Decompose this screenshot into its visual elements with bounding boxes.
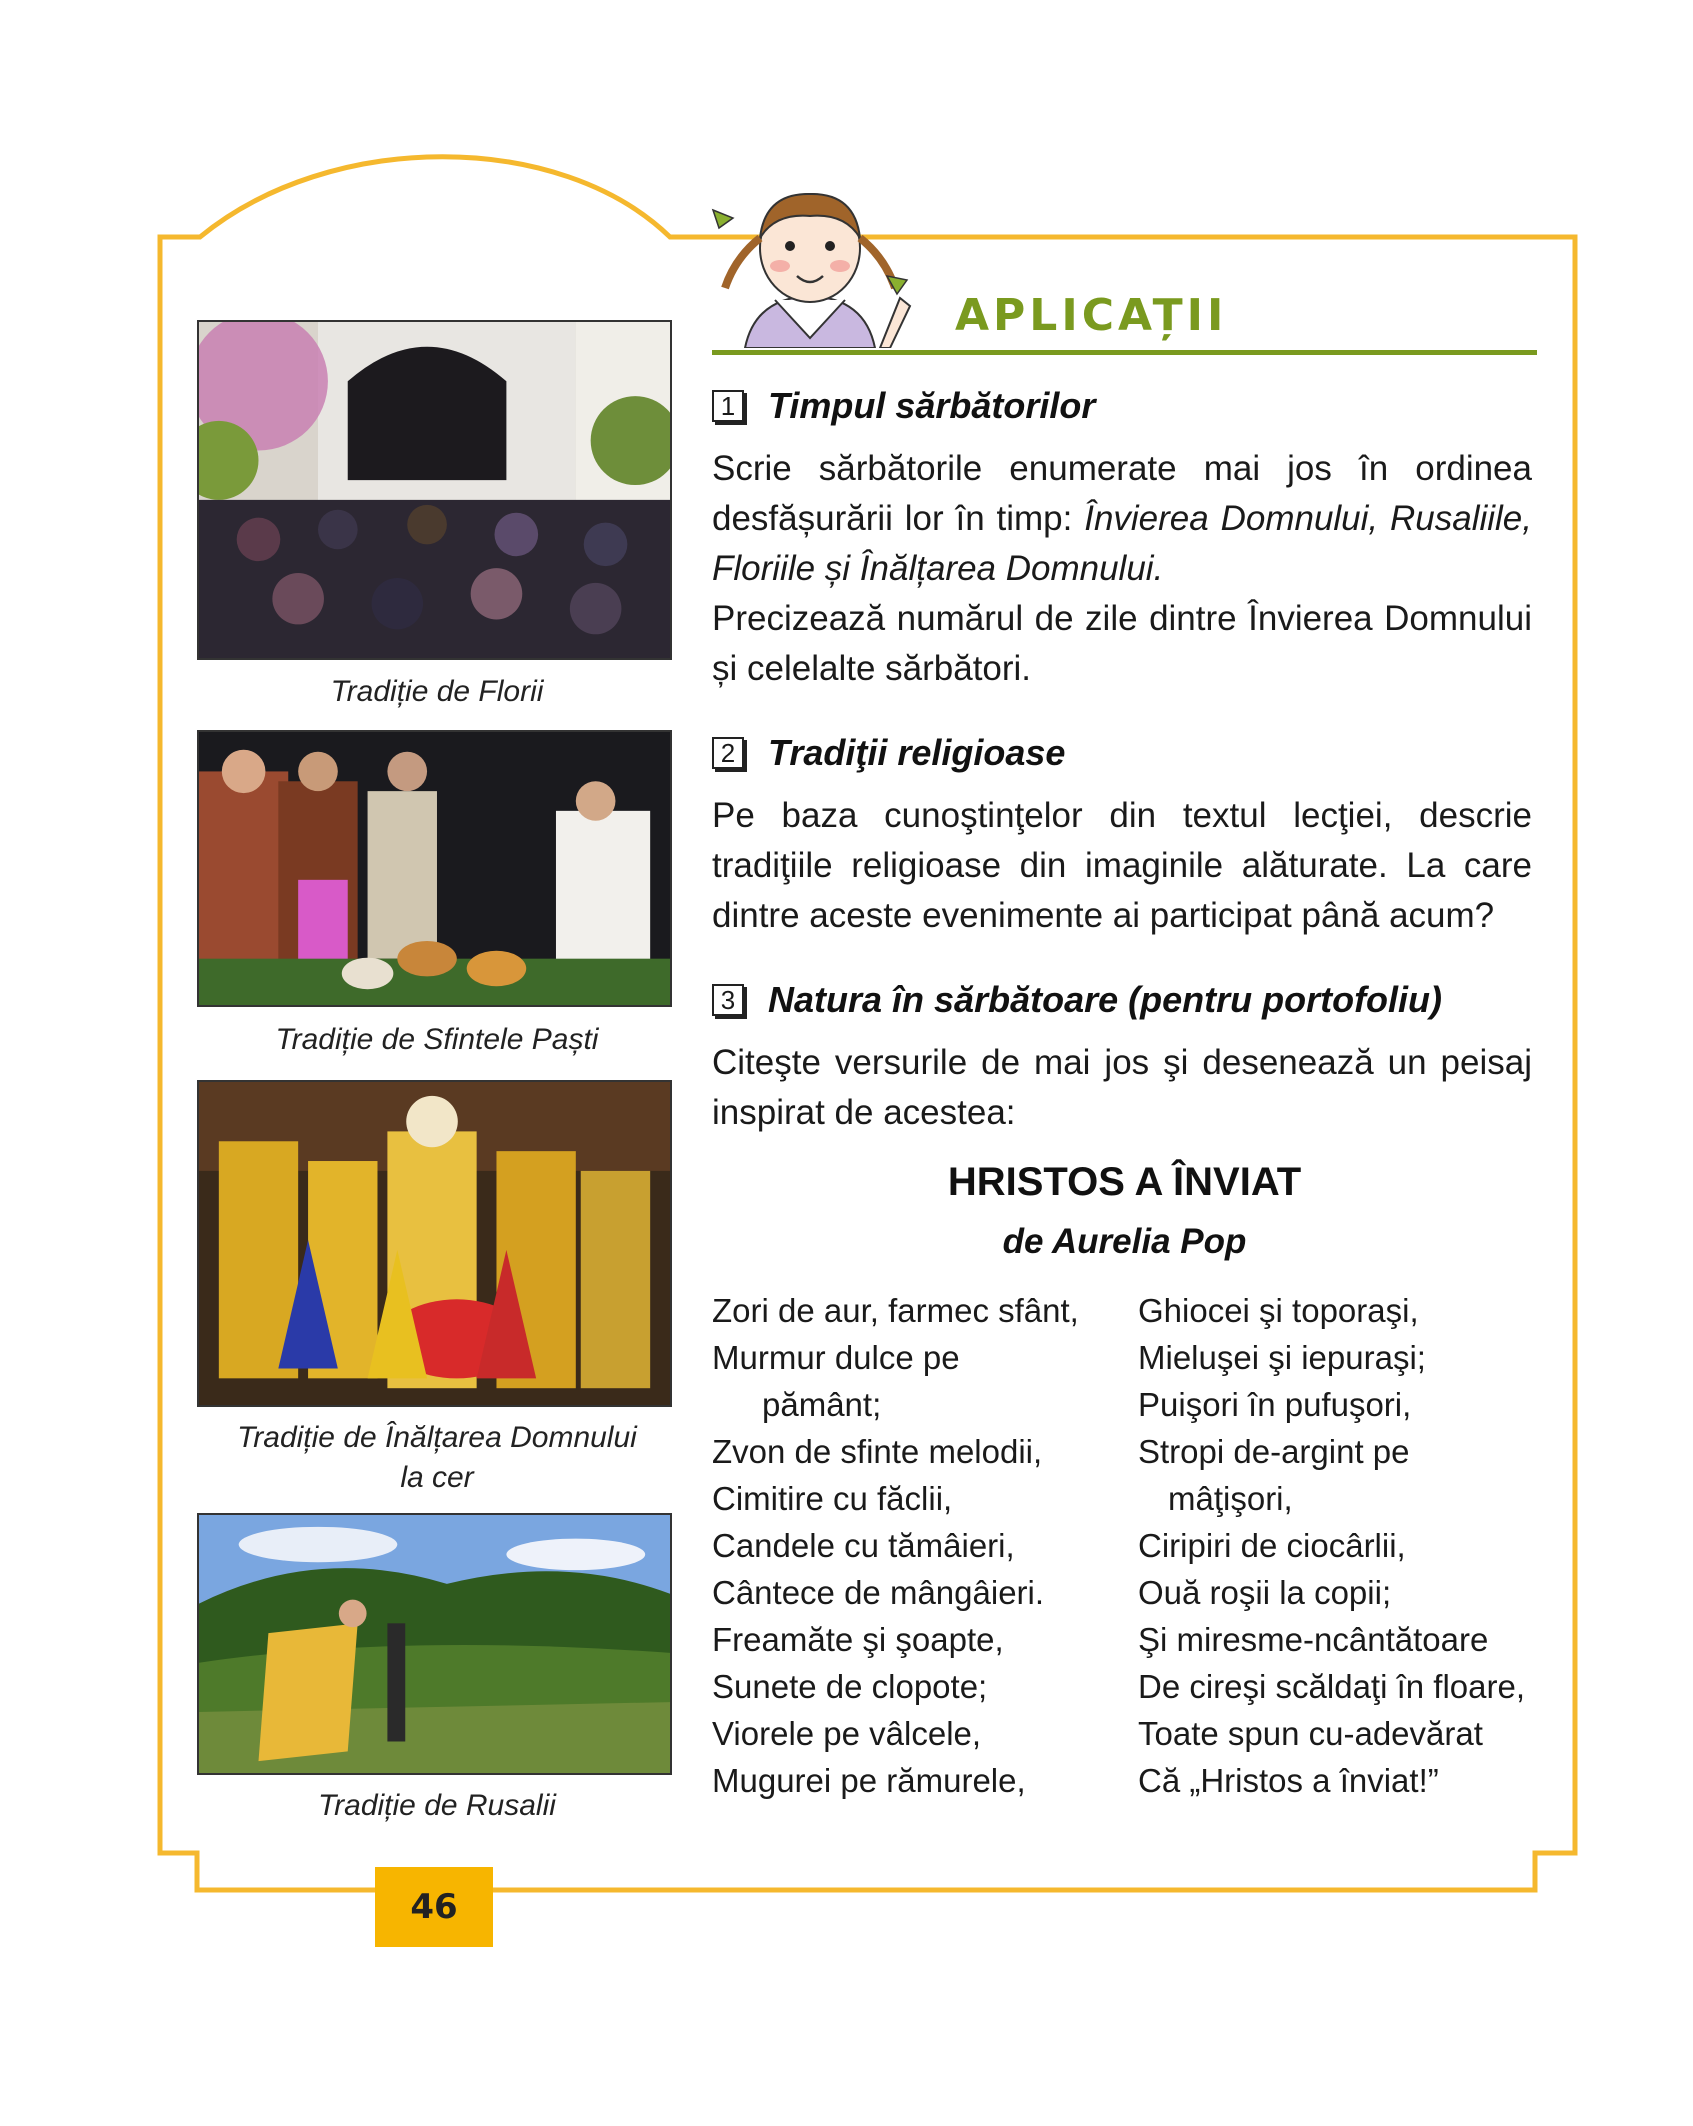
poem-left-line: Freamăte şi şoapte, xyxy=(712,1621,1004,1658)
caption-rusalii: Tradiție de Rusalii xyxy=(318,1789,556,1822)
poem-right-line: De cireşi scăldaţi în floare, xyxy=(1138,1668,1525,1705)
caption-sfintele-pasti: Tradiție de Sfintele Paști xyxy=(275,1023,599,1056)
exercise-2-number: 2 xyxy=(712,737,744,769)
exercise-1-text-a: Scrie sărbătorile enumerate mai jos în ordinea desfășurării lor în timp: xyxy=(712,449,1532,538)
poem-right-line: Ghiocei şi toporaşi, xyxy=(1138,1292,1419,1329)
poem-left-line: Viorele pe vâlcele, xyxy=(712,1715,982,1752)
poem-right-line: Mieluşei şi iepuraşi; xyxy=(1138,1339,1426,1376)
photo-florii xyxy=(197,320,672,660)
exercise-1-text-italic: Învierea Domnului, Rusaliile, Floriile și Înălțarea Domnului. xyxy=(712,499,1532,588)
poem-right-line: Stropi de-argint pe xyxy=(1138,1433,1410,1470)
exercise-1-title: Timpul sărbătorilor xyxy=(768,385,1096,426)
heading-rule xyxy=(712,350,1537,355)
photo-sfintele-pasti xyxy=(197,730,672,1007)
poem-left-line: Cântece de mângâieri. xyxy=(712,1574,1045,1611)
caption-inaltarea-line1: Tradiție de Înălțarea Domnului xyxy=(237,1421,637,1454)
poem-left-line: Cimitire cu făclii, xyxy=(712,1480,953,1517)
poem-title: HRISTOS A ÎNVIAT xyxy=(947,1160,1302,1204)
poem-left-line: Zori de aur, farmec sfânt, xyxy=(712,1292,1079,1329)
caption-inaltarea-line2: la cer xyxy=(400,1461,474,1494)
poem-right-line: Şi miresme-ncântătoare xyxy=(1138,1621,1489,1658)
exercise-3-number: 3 xyxy=(712,984,744,1016)
exercise-1-text xyxy=(712,444,1532,594)
exercise-3-heading xyxy=(712,978,1442,1022)
poem-right-line: Că „Hristos a înviat!” xyxy=(1138,1762,1439,1799)
poem-left-line: Sunete de clopote; xyxy=(712,1668,988,1705)
exercise-2-text: Pe baza cunoştinţelor din textul lecţiei, descrie tradiţiile religioase din imaginile alăturate. La care dintre aceste evenimente ai participat până acum? xyxy=(712,796,1532,935)
poem-author: de Aurelia Pop xyxy=(1002,1222,1247,1261)
exercise-1-number: 1 xyxy=(712,390,744,422)
poem-right-line: Ouă roşii la copii; xyxy=(1138,1574,1392,1611)
exercise-1-text-b: Precizează numărul de zile dintre Învierea Domnului și celelalte sărbători. xyxy=(712,599,1532,688)
poem-right-line: Puişori în pufuşori, xyxy=(1138,1386,1412,1423)
exercise-2-title: Tradiţii religioase xyxy=(768,732,1066,773)
poem-right-line: mâţişori, xyxy=(1168,1480,1293,1517)
page-number: 46 xyxy=(375,1867,493,1947)
applications-heading: APLICAȚII xyxy=(955,290,1228,341)
poem-right-line: Ciripiri de ciocârlii, xyxy=(1138,1527,1406,1564)
exercise-3-title: Natura în sărbătoare (pentru portofoliu) xyxy=(768,979,1443,1020)
poem-left-line: Candele cu tămâieri, xyxy=(712,1527,1015,1564)
poem-right-line: Toate spun cu-adevărat xyxy=(1138,1715,1483,1752)
girl-mascot-icon xyxy=(705,188,915,348)
exercise-1-heading xyxy=(712,384,1095,428)
poem-left-line: Zvon de sfinte melodii, xyxy=(712,1433,1043,1470)
poem-left-line: pământ; xyxy=(762,1386,882,1423)
exercise-2-heading xyxy=(712,731,1065,775)
poem-left-line: Mugurei pe rămurele, xyxy=(712,1762,1026,1799)
exercise-3-text: Citeşte versurile de mai jos şi desenează un peisaj inspirat de acestea: xyxy=(712,1043,1532,1132)
photo-rusalii xyxy=(197,1513,672,1775)
poem-left-line: Murmur dulce pe xyxy=(712,1339,960,1376)
caption-florii: Tradiție de Florii xyxy=(330,675,544,708)
photo-inaltarea xyxy=(197,1080,672,1407)
